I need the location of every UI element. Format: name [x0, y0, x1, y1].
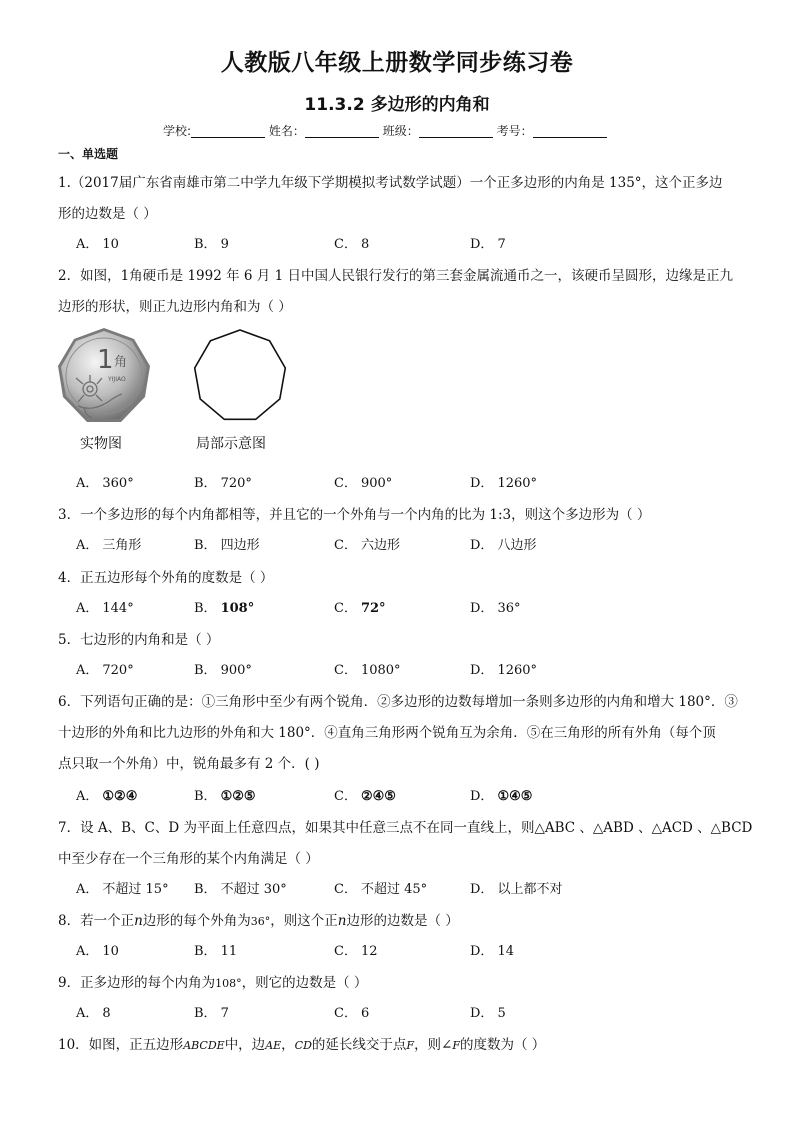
question-6-line-2: 十边形的外角和比九边形的外角和大 180°．④直角三角形两个锐角互为余角．⑤在三角形的所有外角（每个顶 [58, 725, 716, 741]
option-a[interactable]: A． 不超过 15° [76, 882, 169, 897]
option-d[interactable]: D． 1260° [470, 476, 538, 491]
class-blank[interactable] [419, 124, 493, 138]
option-b[interactable]: B． 720° [194, 476, 252, 491]
option-c[interactable]: C． 6 [334, 1006, 370, 1021]
option-b[interactable]: B． 7 [194, 1006, 229, 1021]
question-9-line-1: 9．正多边形的每个内角为108°，则它的边数是（ ） [58, 975, 368, 991]
number-blank[interactable] [533, 124, 607, 138]
option-a[interactable]: A． 720° [76, 663, 134, 678]
question-4-line-1: 4．正五边形每个外角的度数是（ ） [58, 570, 274, 586]
coin-unit: 角 [114, 355, 128, 370]
school-blank[interactable] [191, 124, 265, 138]
option-c[interactable]: C． 72° [334, 601, 386, 616]
option-b[interactable]: B． ①②⑤ [194, 789, 256, 804]
option-d[interactable]: D． 14 [470, 944, 514, 959]
option-a[interactable]: A． 三角形 [76, 538, 142, 553]
option-c[interactable]: C． ②④⑤ [334, 789, 396, 804]
class-label: 班级： [382, 124, 419, 138]
option-b[interactable]: B． 9 [194, 237, 229, 252]
number-label: 考号： [496, 124, 533, 138]
name-blank[interactable] [305, 124, 379, 138]
school-label: 学校: [163, 124, 192, 138]
coin-numeral: 1 [97, 345, 114, 375]
option-d[interactable]: D． 以上都不对 [470, 882, 563, 897]
option-c[interactable]: C． 8 [334, 237, 370, 252]
option-c[interactable]: C． 不超过 45° [334, 882, 428, 897]
question-3-line-1: 3．一个多边形的每个内角都相等，并且它的一个外角与一个内角的比为 1:3，则这个多边形为（ ） [58, 507, 651, 523]
question-1-line-1: 1.（2017届广东省南雄市第二中学九年级下学期模拟考试数学试题）一个正多边形的内角是 135°，这个正多边 [58, 175, 723, 191]
option-a[interactable]: A． 8 [76, 1006, 111, 1021]
section-heading: 一、单选题 [58, 147, 119, 161]
name-label: 姓名： [268, 124, 305, 138]
caption-diagram: 局部示意图 [196, 436, 266, 452]
option-d[interactable]: D． 八边形 [470, 538, 537, 553]
option-c[interactable]: C． 12 [334, 944, 378, 959]
question-2-line-2: 边形的形状，则正九边形内角和为（ ） [58, 299, 292, 315]
option-a[interactable]: A． 10 [76, 944, 119, 959]
option-b[interactable]: B． 900° [194, 663, 252, 678]
question-10-line-1: 10．如图，正五边形ABCDE中，边AE，CD的延长线交于点F，则∠F的度数为（ ） [58, 1037, 546, 1053]
option-c[interactable]: C． 六边形 [334, 538, 400, 553]
option-c[interactable]: C． 1080° [334, 663, 401, 678]
page-subtitle: 11.3.2 多边形的内角和 [304, 95, 490, 115]
option-a[interactable]: A． 10 [76, 237, 119, 252]
coin-image [56, 326, 152, 429]
option-a[interactable]: A． 360° [76, 476, 134, 491]
nonagon-diagram [190, 326, 290, 426]
option-b[interactable]: B． 108° [194, 601, 255, 616]
option-c[interactable]: C． 900° [334, 476, 393, 491]
question-5-line-1: 5．七边形的内角和是（ ） [58, 632, 220, 648]
question-6-line-1: 6．下列语句正确的是：①三角形中至少有两个锐角．②多边形的边数每增加一条则多边形的内角和增大 180°．③ [58, 694, 738, 710]
coin-pinyin: YIJIAO [108, 376, 126, 383]
option-b[interactable]: B． 不超过 30° [194, 882, 287, 897]
page-title: 人教版八年级上册数学同步练习卷 [220, 50, 574, 76]
question-8-line-1: 8．若一个正n边形的每个外角为36°，则这个正n边形的边数是（ ） [58, 913, 459, 929]
option-b[interactable]: B． 四边形 [194, 538, 260, 553]
question-2-line-1: 2．如图，1角硬币是 1992 年 6 月 1 日中国人民银行发行的第三套金属流通币之一，该硬币呈圆形，边缘是正九 [58, 268, 733, 284]
option-d[interactable]: D． ①④⑤ [470, 789, 533, 804]
option-a[interactable]: A． 144° [76, 601, 134, 616]
option-d[interactable]: D． 1260° [470, 663, 538, 678]
option-b[interactable]: B． 11 [194, 944, 238, 959]
student-info-row [163, 122, 607, 139]
question-7-line-1: 7．设 A、B、C、D 为平面上任意四点，如果其中任意三点不在同一直线上，则△ABC 、△ABD 、△ACD 、△BCD [58, 820, 753, 836]
caption-real-object: 实物图 [80, 436, 122, 452]
option-d[interactable]: D． 5 [470, 1006, 506, 1021]
option-d[interactable]: D． 36° [470, 601, 521, 616]
question-1-line-2: 形的边数是（ ） [58, 206, 157, 222]
option-d[interactable]: D． 7 [470, 237, 506, 252]
option-a[interactable]: A． ①②④ [76, 789, 138, 804]
question-7-line-2: 中至少存在一个三角形的某个内角满足（ ） [58, 851, 319, 867]
question-6-line-3: 点只取一个外角）中，锐角最多有 2 个．( ) [58, 756, 320, 772]
